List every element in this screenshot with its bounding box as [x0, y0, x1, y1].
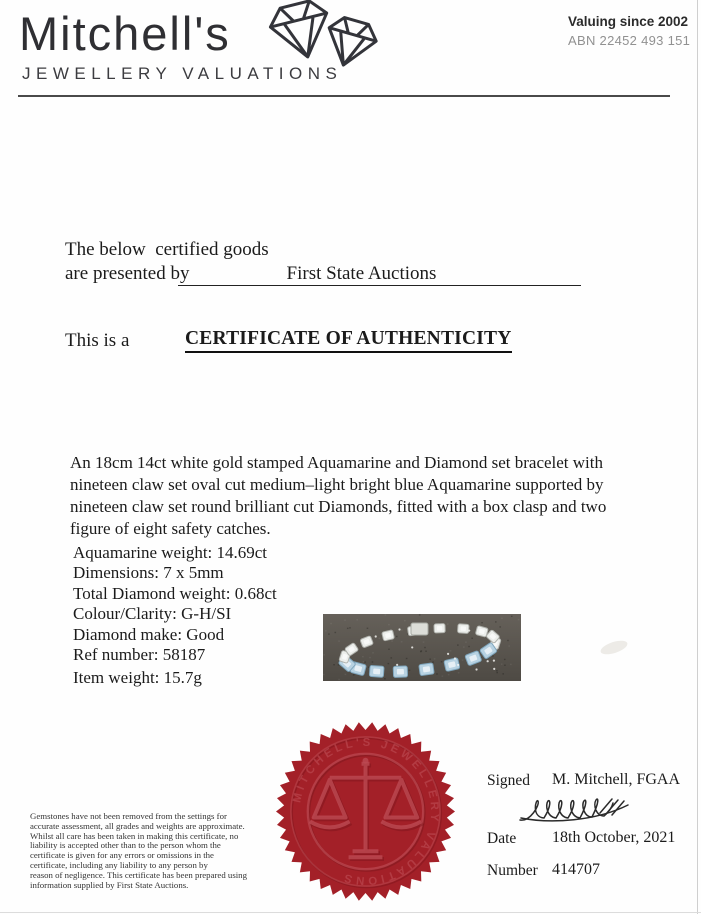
- spec-dimensions: Dimensions: 7 x 5mm: [73, 563, 224, 583]
- brand-tagline: JEWELLERY VALUATIONS: [22, 64, 343, 83]
- disclaimer-line: certificate, including any liability to any person by: [30, 859, 208, 870]
- certificate-number: 414707: [552, 861, 600, 878]
- disclaimer-text: [30, 812, 272, 890]
- handwritten-signature: [516, 793, 656, 832]
- presenter-underline: [178, 263, 581, 286]
- embossed-seal: [274, 720, 457, 903]
- signed-label: Signed: [487, 772, 531, 789]
- spec-list: [73, 543, 277, 665]
- disclaimer-line: Gemstones have not been removed from the settings for: [30, 811, 227, 821]
- abn-number: ABN 22452 493 151: [568, 33, 691, 48]
- certificate-title: CERTIFICATE OF AUTHENTICITY: [185, 328, 512, 353]
- scan-edge-right: [697, 0, 698, 914]
- scan-smudge: [599, 638, 629, 657]
- presenter-name: First State Auctions: [286, 263, 437, 284]
- date-value: 18th October, 2021: [552, 829, 676, 846]
- spec-ref-number: Ref number: 58187: [73, 645, 206, 665]
- spec-aquamarine-weight: Aquamarine weight: 14.69ct: [73, 543, 268, 562]
- disclaimer-line: liability is accepted other than to the person whom the: [30, 840, 221, 851]
- presented-by-label: are presented by: [65, 263, 190, 284]
- item-description: An 18cm 14ct white gold stamped Aquamarine and Diamond set bracelet with nineteen claw set oval cut medium–light bright blue Aquamarine supported by nineteen claw set round brilliant cut Diamonds, fitted with a box clasp and two figure of eight safety catches.: [70, 453, 607, 538]
- brand-name: Mitchell's: [19, 7, 231, 60]
- number-label: Number: [487, 862, 538, 879]
- spec-diamond-make: Diamond make: Good: [73, 624, 225, 644]
- disclaimer-line: certificate is given for any errors or omissions in the: [30, 850, 214, 861]
- date-label: Date: [487, 830, 517, 847]
- svg-text:MITCHELL'S JEWELLERY VALUATION: MITCHELL'S JEWELLERY VALUATIONS: [291, 736, 441, 887]
- disclaimer-line: information supplied by First State Auctions.: [30, 879, 189, 890]
- valuing-since-text: Valuing since 2002: [568, 14, 689, 29]
- presented-goods-line: The below certified goods: [65, 239, 269, 260]
- header-divider: [18, 95, 670, 97]
- scan-edge-bottom: [0, 912, 701, 913]
- item-weight: Item weight: 15.7g: [73, 668, 202, 687]
- title-prefix: This is a: [65, 330, 130, 351]
- disclaimer-line: reason of negligence. This certificate has been prepared using: [30, 869, 247, 880]
- bracelet-photo: [323, 614, 521, 681]
- spec-diamond-weight: Total Diamond weight: 0.68ct: [73, 583, 277, 603]
- signed-name: M. Mitchell, FGAA: [552, 771, 680, 788]
- disclaimer-line: Whilst all care has been taken in making this certificate, no: [30, 830, 239, 841]
- spec-colour-clarity: Colour/Clarity: G-H/SI: [73, 604, 232, 624]
- disclaimer-line: accurate assessment, all grades and weights are approximate.: [30, 820, 245, 831]
